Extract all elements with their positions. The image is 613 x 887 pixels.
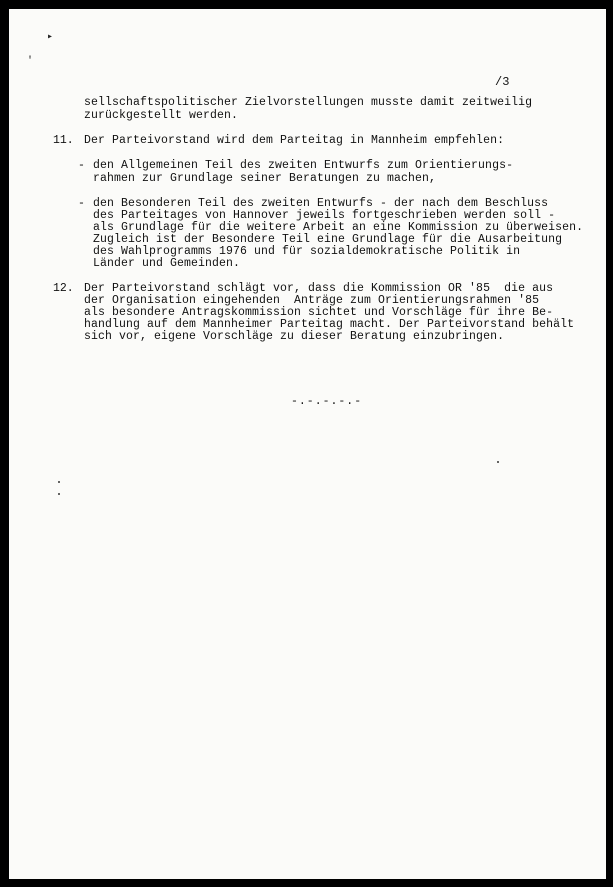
bullet-line: den Allgemeinen Teil des zweiten Entwurfs zum Orientierungs- (93, 159, 514, 172)
bullet-dash: - (78, 197, 85, 210)
bullet-line: rahmen zur Grundlage seiner Beratungen zu machen, (93, 172, 437, 185)
item-11-lead: Der Parteivorstand wird dem Parteitag in Mannheim empfehlen: (84, 134, 505, 147)
bullet-line: des Wahlprogramms 1976 und für sozialdemokratische Politik in (93, 245, 521, 258)
item-12-number: 12. (53, 282, 74, 295)
intro-line: zurückgestellt werden. (84, 109, 239, 122)
bullet-dash: - (78, 159, 85, 172)
document-page (9, 9, 606, 879)
scan-speck (58, 481, 60, 483)
scan-speck (58, 493, 60, 495)
item-12-line: Der Parteivorstand schlägt vor, dass die Kommission OR '85 die aus (84, 282, 554, 295)
item-12-line: handlung auf dem Mannheimer Parteitag macht. Der Parteivorstand behält (84, 318, 575, 331)
intro-line: sellschaftspolitischer Zielvorstellungen musste damit zeitweilig (84, 96, 533, 109)
bullet-line: Länder und Gemeinden. (93, 257, 241, 270)
scan-mark: ▸ (47, 32, 54, 43)
end-mark: -.-.-.-.- (291, 395, 363, 408)
bullet-line: den Besonderen Teil des zweiten Entwurfs - der nach dem Beschluss (93, 197, 549, 210)
item-12-line: als besondere Antragskommission sichtet und Vorschläge für ihre Be- (84, 306, 554, 319)
bullet-line: des Parteitages von Hannover jeweils fortgeschrieben werden soll - (93, 209, 556, 222)
item-12-line: der Organisation eingehenden Anträge zum Orientierungsrahmen '85 (84, 294, 540, 307)
scan-speck (497, 461, 499, 463)
bullet-line: Zugleich ist der Besondere Teil eine Grundlage für die Ausarbeitung (93, 233, 563, 246)
page-number: /3 (495, 75, 510, 89)
item-11-number: 11. (53, 134, 74, 147)
item-12-line: sich vor, eigene Vorschläge zu dieser Beratung einzubringen. (84, 330, 505, 343)
bullet-line: als Grundlage für die weitere Arbeit an eine Kommission zu überweisen. (93, 221, 584, 234)
scan-mark: ′ (27, 56, 34, 67)
